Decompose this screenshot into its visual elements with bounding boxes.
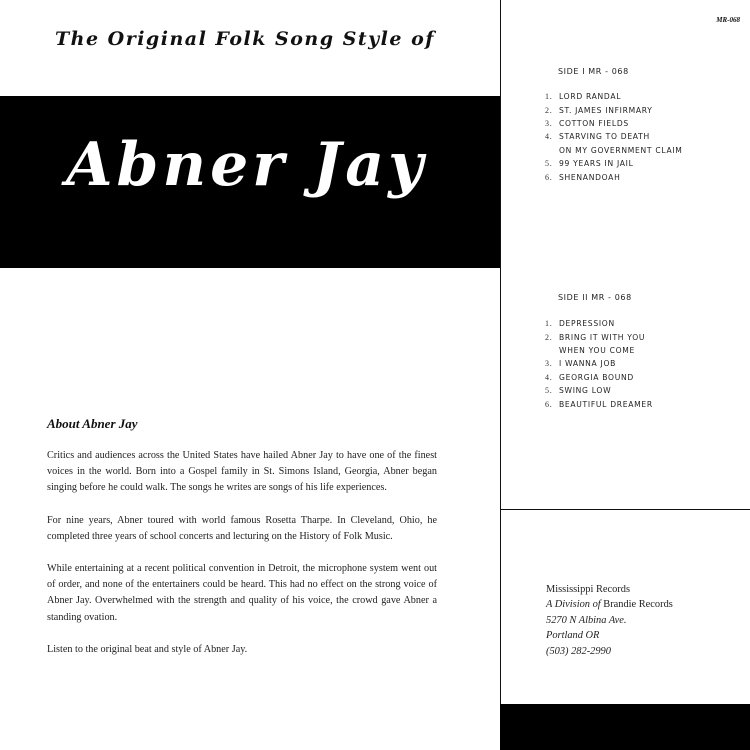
track-item [545, 317, 745, 330]
bio-paragraph: Critics and audiences across the United States have hailed Abner Jay to have one of the finest voices in the world. Born into a Gospel family in St. Simons Island, Georgia, Abner began singing before he could walk. The songs he writes are songs of his life experiences. [47, 450, 437, 494]
track-number: 5. [545, 159, 553, 169]
track-item [545, 371, 745, 384]
track-number: 6. [545, 172, 553, 182]
track-title: 99 YEARS IN JAIL [559, 159, 634, 169]
catalog-number: MR-068 [716, 16, 740, 24]
bottom-band [500, 704, 750, 750]
label-city: Portland OR [546, 630, 600, 642]
track-title: WHEN YOU COME [559, 345, 636, 355]
track-number: 2. [545, 105, 553, 115]
track-item [545, 157, 745, 170]
track-number: 5. [545, 386, 553, 396]
track-item [545, 357, 745, 370]
vertical-divider [500, 0, 501, 750]
track-title: DEPRESSION [559, 319, 615, 329]
track-title: ST. JAMES INFIRMARY [559, 105, 653, 115]
track-title: BEAUTIFUL DREAMER [559, 399, 653, 409]
track-title: ON MY GOVERNMENT CLAIM [559, 145, 683, 155]
label-division [546, 597, 741, 612]
track-title: I WANNA JOB [559, 359, 617, 369]
track-item [545, 170, 745, 183]
artist-bio [47, 448, 437, 674]
track-title: COTTON FIELDS [559, 118, 629, 128]
bio-paragraph: For nine years, Abner toured with world famous Rosetta Tharpe. In Cleveland, Ohio, he completed three years of school concerts and lecturing on the History of Folk Music. [47, 514, 437, 542]
bio-paragraph: While entertaining at a recent political convention in Detroit, the microphone system went out of order, and none of the entertainers could be heard. This had no effect on the strong voice of Abner Jay. Overwhelmed with the strength and quality of his voice, the crowd gave Abner a standing ovation. [47, 563, 437, 623]
track-title: BRING IT WITH YOU [559, 332, 646, 342]
bio-paragraph: Listen to the original beat and style of Abner Jay. [47, 643, 248, 655]
track-item [545, 144, 745, 157]
track-title: GEORGIA BOUND [559, 372, 634, 382]
artist-name: Abner Jay [66, 130, 427, 200]
track-number: 4. [545, 132, 553, 142]
label-street: 5270 N Albina Ave. [546, 614, 627, 626]
side-one-track-list [545, 90, 745, 184]
horizontal-divider [500, 509, 750, 510]
track-number: 3. [545, 359, 553, 369]
track-item [545, 397, 745, 410]
division-prefix: A Division of [546, 599, 601, 611]
track-title: SWING LOW [559, 386, 612, 396]
track-number: 1. [545, 92, 553, 102]
track-item [545, 330, 745, 343]
track-item [545, 90, 745, 103]
track-number: 6. [545, 399, 553, 409]
track-title: STARVING TO DEATH [559, 132, 650, 142]
cover-subtitle: The Original Folk Song Style of [55, 28, 435, 50]
track-title: SHENANDOAH [559, 172, 621, 182]
division-name: Brandie Records [603, 599, 673, 611]
label-name: Mississippi Records [546, 584, 630, 595]
side-two-track-list [545, 317, 745, 411]
side-two-heading: SIDE II MR - 068 [558, 293, 632, 302]
track-title: LORD RANDAL [559, 92, 622, 102]
track-number: 2. [545, 332, 553, 342]
track-item [545, 384, 745, 397]
about-heading: About Abner Jay [47, 416, 138, 431]
side-one-heading: SIDE I MR - 068 [558, 67, 629, 76]
track-item [545, 117, 745, 130]
label-phone: (503) 282-2990 [546, 645, 611, 657]
track-number: 4. [545, 372, 553, 382]
track-item [545, 344, 745, 357]
track-item [545, 130, 745, 143]
track-number: 3. [545, 118, 553, 128]
track-number: 1. [545, 319, 553, 329]
track-item [545, 103, 745, 116]
record-label-info [546, 582, 741, 659]
